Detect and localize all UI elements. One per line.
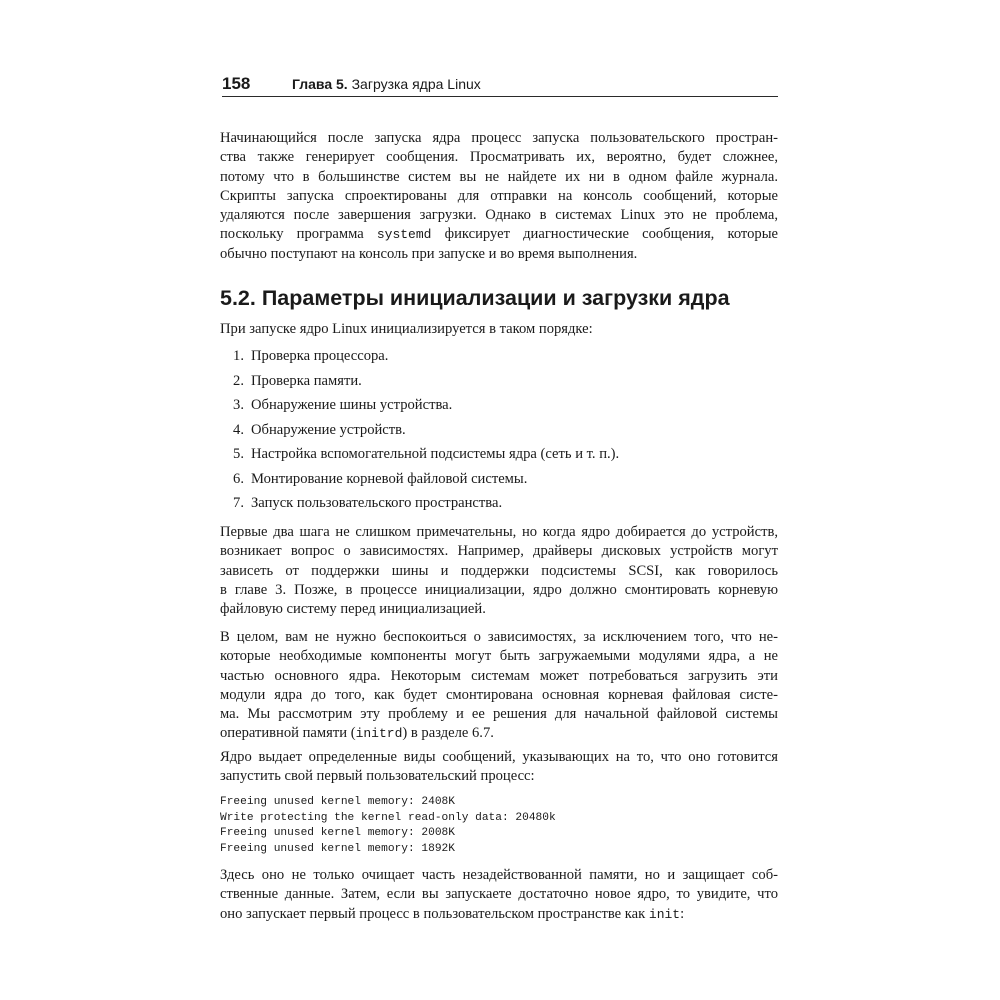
list-text: Настройка вспомогательной подсистемы ядра (сеть и т. п.).	[251, 446, 620, 462]
text-fragment: оно запускает первый процесс в пользовательском пространстве как	[220, 905, 649, 922]
list-text: Обнаружение устройств.	[251, 421, 406, 438]
page-number: 158	[222, 74, 251, 93]
text-fragment: фиксирует диагностические сообщения, которые	[431, 226, 778, 243]
text-line: возникает вопрос о зависимостях. Например, драйверы дисковых устройств могут	[220, 543, 778, 560]
running-header	[222, 72, 778, 97]
list-number: 1.	[233, 348, 244, 364]
intro-paragraph	[220, 129, 778, 264]
text-line: частью основного ядра. Некоторым системам может потребоваться загрузить эти	[220, 667, 778, 684]
list-text: Обнаружение шины устройства.	[251, 397, 453, 413]
chapter-label: Глава 5.	[292, 76, 348, 92]
list-item	[220, 395, 760, 420]
text-line: В целом, вам не нужно беспокоиться о зависимостях, за исключением того, что не-	[220, 629, 778, 645]
text-line: ства также генерирует сообщения. Просматривать их, вероятно, будет сложнее,	[220, 149, 778, 166]
section-lead	[220, 320, 778, 339]
init-paragraph	[220, 866, 778, 924]
list-item	[220, 420, 760, 445]
code-line: Freeing unused kernel memory: 2408K	[220, 796, 455, 808]
dependencies-paragraph	[220, 523, 778, 619]
text-line: Скрипты запуска спроектированы для отправки на консоль сообщений, которые	[220, 187, 778, 204]
text-line: в главе 3. Позже, в процессе инициализации, ядро должно смонтировать корневую	[220, 581, 778, 598]
list-item	[220, 493, 760, 518]
text-line: ма. Мы рассмотрим эту проблему и ее решения для начальной файловой системы	[220, 706, 778, 723]
text-fragment: :	[680, 905, 685, 922]
text-line	[220, 225, 778, 244]
list-item	[220, 444, 760, 469]
text-line: Здесь оно не только очищает часть незадействованной памяти, но и защищает соб-	[220, 867, 778, 883]
list-number: 3.	[233, 397, 244, 413]
text-line	[220, 905, 778, 924]
list-text: Проверка процессора.	[251, 348, 389, 364]
inline-code: init	[648, 906, 681, 922]
list-text: Проверка памяти.	[251, 372, 362, 389]
code-line: Freeing unused kernel memory: 2008K	[220, 827, 455, 839]
inline-code: systemd	[376, 227, 432, 243]
text-line: которые необходимые компоненты могут быть загружаемыми модулями ядра, а не	[220, 648, 778, 665]
text-line: модули ядра до того, как будет смонтирована основная корневая файловая систе-	[220, 686, 778, 703]
list-item	[220, 469, 760, 494]
text-line: зависеть от поддержки шины и поддержки подсистемы SCSI, как говорилось	[220, 562, 778, 579]
list-number: 5.	[233, 446, 244, 462]
list-text: Запуск пользовательского пространства.	[251, 495, 503, 511]
kernel-log-code-block	[220, 795, 778, 857]
code-line: Write protecting the kernel read-only data: 20480k	[220, 811, 556, 824]
text-line: Ядро выдает определенные виды сообщений, указывающих на то, что оно готовится	[220, 749, 778, 765]
chapter-heading	[292, 76, 481, 92]
text-line: При запуске ядро Linux инициализируется в таком порядке:	[220, 321, 593, 337]
list-number: 4.	[233, 421, 244, 438]
list-number: 7.	[233, 495, 244, 511]
list-item	[220, 346, 760, 371]
text-fragment: поскольку программа	[220, 226, 377, 243]
list-text: Монтирование корневой файловой системы.	[251, 470, 528, 487]
text-line: Начинающийся после запуска ядра процесс запуска пользовательского простран-	[220, 130, 778, 146]
text-line: ственные данные. Затем, если вы запускаете достаточно новое ядро, то увидите, что	[220, 886, 778, 903]
text-line: файловую систему перед инициализацией.	[220, 601, 486, 618]
modules-paragraph	[220, 628, 778, 744]
messages-paragraph	[220, 748, 778, 787]
text-line: запустить свой первый пользовательский процесс:	[220, 768, 535, 785]
inline-code: initrd	[355, 726, 403, 742]
text-fragment: ) в разделе 6.7.	[402, 725, 494, 742]
text-fragment: оперативной памяти (	[220, 725, 356, 742]
list-number: 2.	[233, 372, 244, 389]
init-steps-list	[220, 346, 760, 518]
list-item	[220, 371, 760, 396]
text-line: обычно поступают на консоль при запуске и во время выполнения.	[220, 245, 638, 262]
text-line	[220, 724, 778, 743]
code-line: Freeing unused kernel memory: 1892K	[220, 842, 455, 855]
text-line: удаляются после завершения загрузки. Однако в системах Linux это не проблема,	[220, 207, 778, 224]
text-line: потому что в большинстве систем вы не найдете их ни в одном файле журнала.	[220, 168, 778, 185]
chapter-title: Загрузка ядра Linux	[351, 76, 481, 92]
section-title: 5.2. Параметры инициализации и загрузки ядра	[220, 286, 730, 310]
list-number: 6.	[233, 470, 244, 487]
text-line: Первые два шага не слишком примечательны, но когда ядро добирается до устройств,	[220, 524, 778, 540]
